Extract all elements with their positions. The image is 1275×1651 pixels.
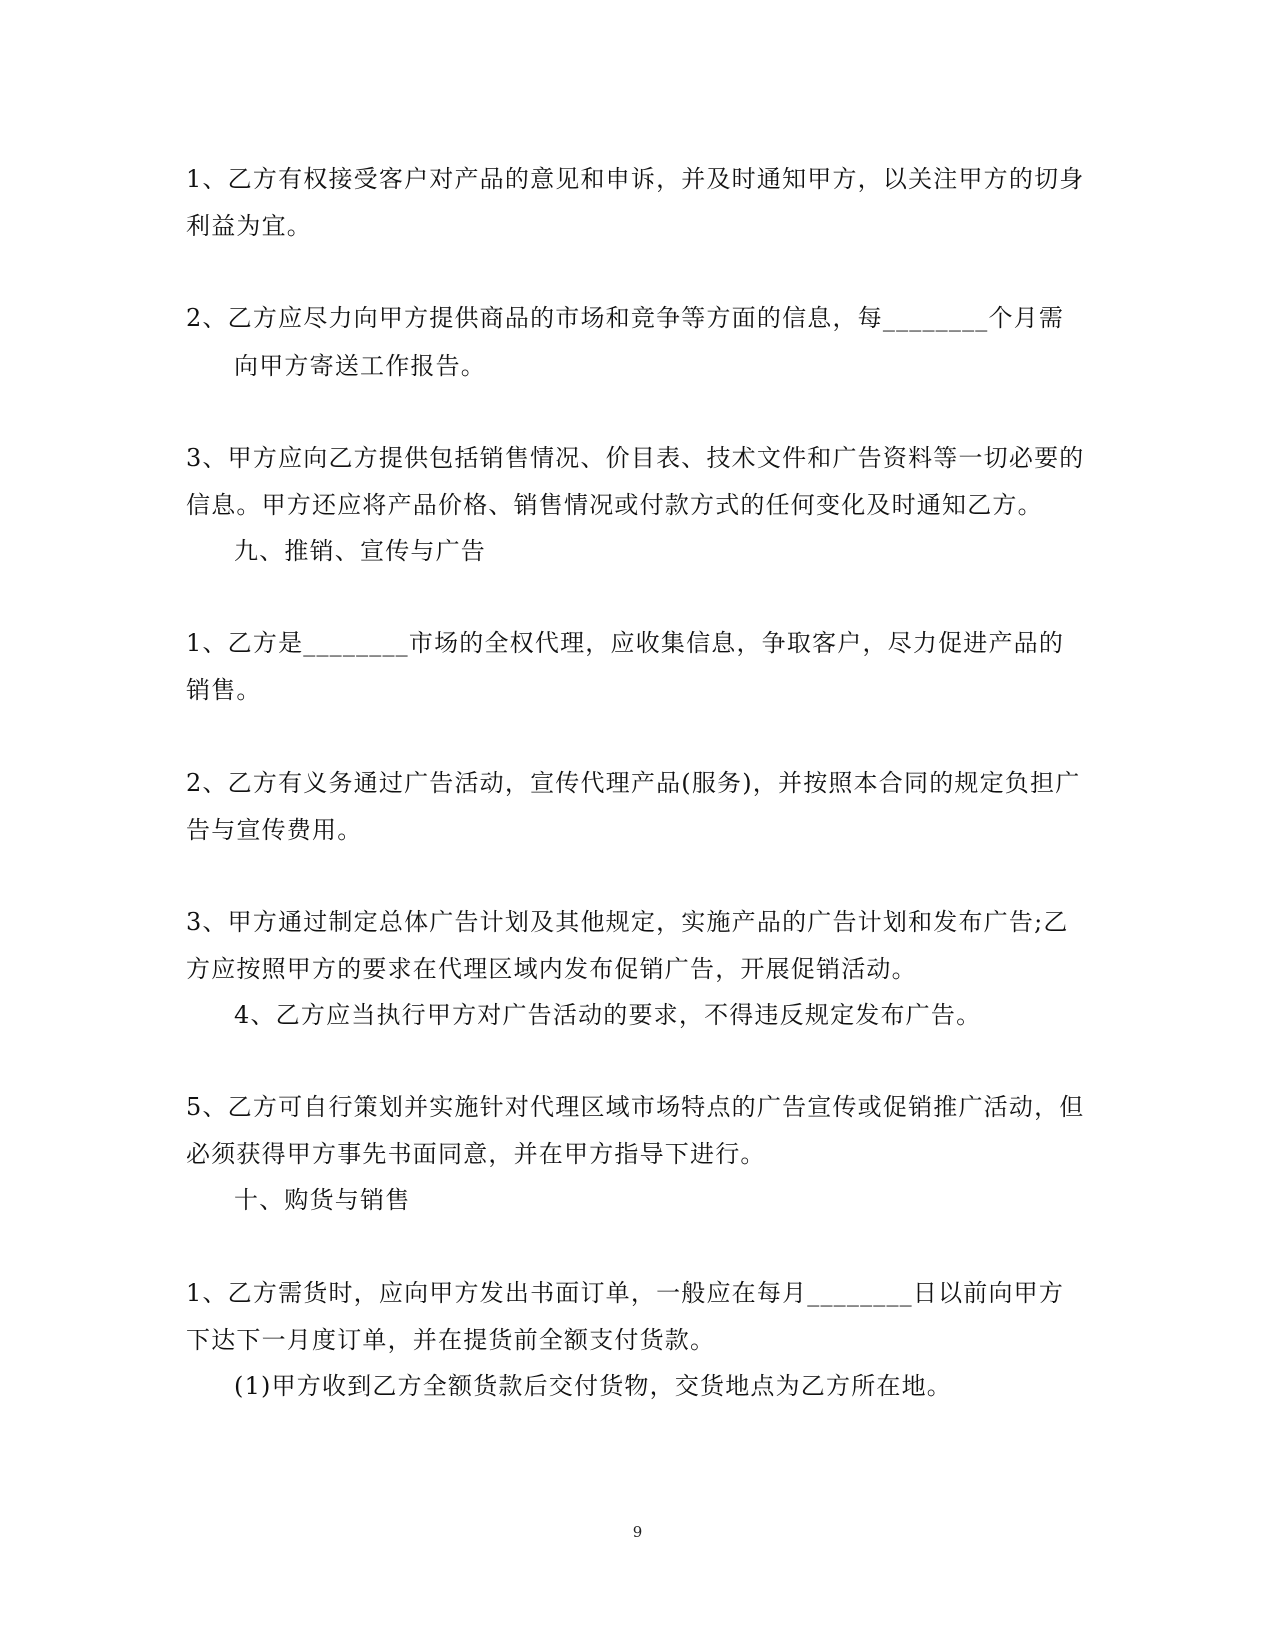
text-line: 5、乙方可自行策划并实施针对代理区域市场特点的广告宣传或促销推广活动，但: [186, 1093, 1085, 1121]
text-line: 告与宣传费用。: [186, 816, 363, 844]
text-line: 3、甲方通过制定总体广告计划及其他规定，实施产品的广告计划和发布广告;乙: [186, 908, 1069, 936]
text-line: 2、乙方有义务通过广告活动，宣传代理产品(服务)，并按照本合同的规定负担广: [186, 769, 1081, 797]
text-line: 1、乙方需货时，应向甲方发出书面订单，一般应在每月________日以前向甲方: [186, 1279, 1065, 1307]
page-number: 9: [632, 1523, 643, 1541]
text-line: 必须获得甲方事先书面同意，并在甲方指导下进行。: [186, 1140, 766, 1168]
text-line: 下达下一月度订单，并在提货前全额支付货款。: [186, 1326, 716, 1354]
text-line: 方应按照甲方的要求在代理区域内发布促销广告，开展促销活动。: [186, 955, 917, 983]
text-line: (1)甲方收到乙方全额货款后交付货物，交货地点为乙方所在地。: [234, 1372, 952, 1400]
text-line: 3、甲方应向乙方提供包括销售情况、价目表、技术文件和广告资料等一切必要的: [186, 444, 1085, 472]
text-line: 信息。甲方还应将产品价格、销售情况或付款方式的任何变化及时通知乙方。: [186, 491, 1043, 519]
text-line: 2、乙方应尽力向甲方提供商品的市场和竞争等方面的信息，每________个月需: [186, 304, 1065, 332]
text-line: 向甲方寄送工作报告。: [234, 352, 486, 380]
text-line: 利益为宜。: [186, 212, 312, 240]
text-line: 1、乙方是________市场的全权代理，应收集信息，争取客户，尽力促进产品的: [186, 629, 1065, 657]
text-line: 销售。: [186, 676, 262, 704]
section-heading: 九、推销、宣传与广告: [234, 537, 486, 565]
text-line: 4、乙方应当执行甲方对广告活动的要求，不得违反规定发布广告。: [234, 1001, 982, 1029]
text-line: 1、乙方有权接受客户对产品的意见和申诉，并及时通知甲方，以关注甲方的切身: [186, 165, 1085, 193]
section-heading: 十、购货与销售: [234, 1186, 411, 1214]
